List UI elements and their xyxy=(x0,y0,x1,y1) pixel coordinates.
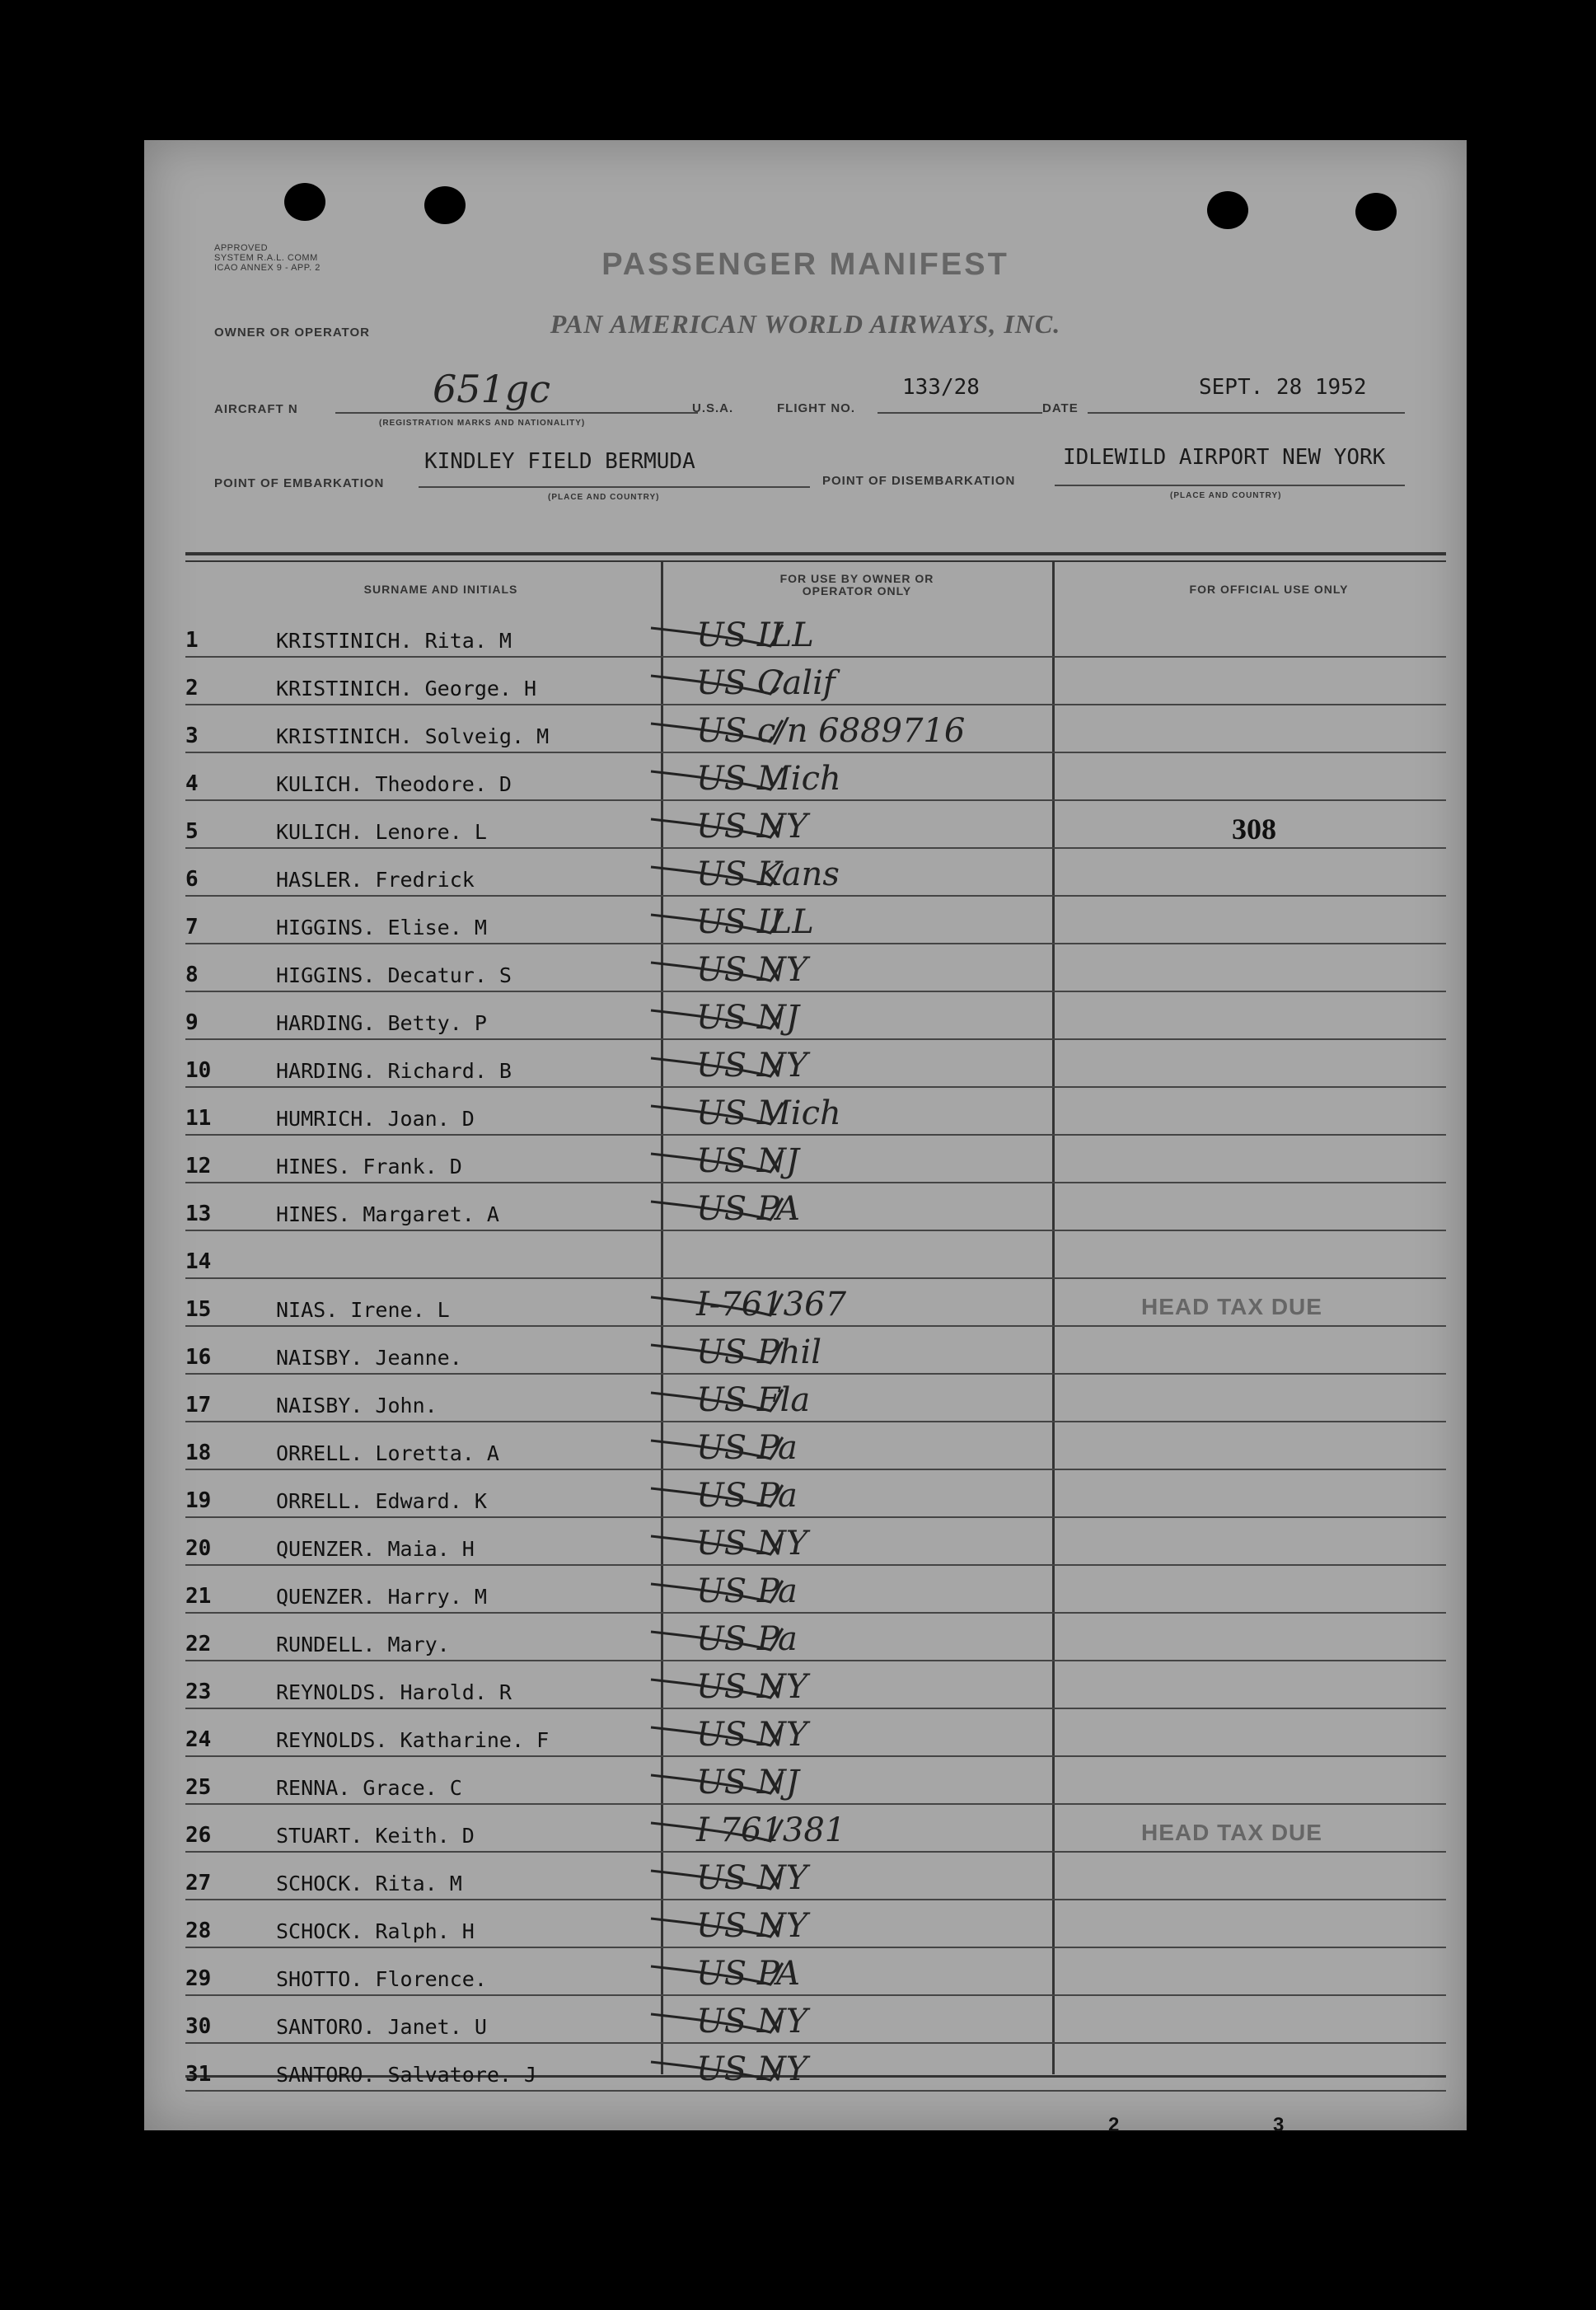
table-row xyxy=(185,1899,1446,1948)
owner-notation: US NJ xyxy=(696,1142,799,1180)
row-number: 10 xyxy=(185,1058,212,1083)
row-number: 30 xyxy=(185,2014,212,2039)
company-name: PAN AMERICAN WORLD AIRWAYS, INC. xyxy=(550,309,1061,339)
row-number: 29 xyxy=(185,1966,212,1991)
passenger-name: KULICH. Theodore. D xyxy=(276,772,512,796)
table-row xyxy=(185,895,1446,944)
table-row xyxy=(185,1947,1446,1996)
owner-notation: US Phil xyxy=(696,1333,822,1371)
passenger-name: HARDING. Betty. P xyxy=(276,1011,487,1035)
row-number: 14 xyxy=(185,1249,212,1274)
row-number: 1 xyxy=(185,628,199,653)
passenger-name: SANTORO. Janet. U xyxy=(276,2015,487,2039)
owner-notation: US Pa xyxy=(696,1477,798,1515)
embarkation-sublabel: (PLACE AND COUNTRY) xyxy=(548,493,660,502)
official-notation: HEAD TAX DUE xyxy=(1141,1294,1322,1319)
date-label: DATE xyxy=(1042,401,1079,415)
passenger-name: HIGGINS. Elise. M xyxy=(276,916,487,939)
passenger-name: ORRELL. Edward. K xyxy=(276,1489,487,1513)
table-row xyxy=(185,1182,1446,1231)
row-number: 15 xyxy=(185,1297,212,1322)
table-row xyxy=(185,2042,1446,2092)
table-top-rule xyxy=(185,560,1446,562)
row-number: 31 xyxy=(185,2062,212,2087)
owner-notation: US NY xyxy=(696,2050,808,2088)
punch-hole xyxy=(284,183,325,221)
row-number: 22 xyxy=(185,1632,212,1656)
table-row xyxy=(185,752,1446,801)
owner-notation: US NY xyxy=(696,1859,808,1897)
table-row xyxy=(185,1803,1446,1853)
owner-notation: US Pa xyxy=(696,1572,798,1610)
disembarkation-value: IDLEWILD AIRPORT NEW YORK xyxy=(1063,445,1386,470)
row-number: 25 xyxy=(185,1775,212,1800)
passenger-name: RENNA. Grace. C xyxy=(276,1776,462,1800)
passenger-name: QUENZER. Maia. H xyxy=(276,1537,475,1561)
owner-notation: US NY xyxy=(696,808,808,846)
owner-notation: US NY xyxy=(696,951,808,989)
row-number: 12 xyxy=(185,1154,212,1178)
owner-notation: US PA xyxy=(696,1955,800,1993)
passenger-name: NIAS. Irene. L xyxy=(276,1298,450,1322)
approval-line: SYSTEM R.A.L. COMM xyxy=(214,253,318,263)
row-number: 20 xyxy=(185,1536,212,1561)
aircraft-value: 651gc xyxy=(433,367,551,411)
column-header-official: FOR OFFICIAL USE ONLY xyxy=(1189,583,1349,596)
owner-notation: US c/n 6889716 xyxy=(696,712,966,750)
table-row xyxy=(185,1230,1446,1279)
aircraft-sublabel: (REGISTRATION MARKS AND NATIONALITY) xyxy=(379,419,586,428)
owner-notation: US NY xyxy=(696,1668,808,1706)
row-number: 7 xyxy=(185,915,199,939)
table-row xyxy=(185,943,1446,992)
table-row xyxy=(185,1038,1446,1088)
owner-notation: US Mich xyxy=(696,1094,841,1132)
punch-hole xyxy=(1207,191,1248,229)
official-notation: HEAD TAX DUE xyxy=(1141,1820,1322,1845)
table-row xyxy=(185,1421,1446,1470)
date-underline xyxy=(1088,412,1405,414)
row-number: 24 xyxy=(185,1727,212,1752)
table-top-rule xyxy=(185,552,1446,555)
punch-hole xyxy=(424,186,466,224)
table-row xyxy=(185,1516,1446,1566)
passenger-name: HINES. Margaret. A xyxy=(276,1202,499,1226)
row-number: 28 xyxy=(185,1919,212,1943)
aircraft-label: AIRCRAFT N xyxy=(214,402,298,416)
table-row xyxy=(185,1086,1446,1136)
table-row xyxy=(185,1755,1446,1805)
owner-notation: US NJ xyxy=(696,999,799,1037)
passenger-name: REYNOLDS. Katharine. F xyxy=(276,1728,550,1752)
row-number: 17 xyxy=(185,1393,212,1417)
owner-notation: US Pa xyxy=(696,1620,798,1658)
row-number: 26 xyxy=(185,1823,212,1848)
table-row xyxy=(185,656,1446,705)
row-number: 27 xyxy=(185,1871,212,1895)
approval-line: ICAO ANNEX 9 - APP. 2 xyxy=(214,263,321,273)
row-number: 9 xyxy=(185,1010,199,1035)
table-row xyxy=(185,1564,1446,1614)
table-row xyxy=(185,608,1446,658)
table-row xyxy=(185,1660,1446,1709)
owner-notation: US ILL xyxy=(696,616,814,654)
passenger-name: RUNDELL. Mary. xyxy=(276,1633,450,1656)
table-row xyxy=(185,704,1446,753)
row-number: 19 xyxy=(185,1488,212,1513)
table-row xyxy=(185,1851,1446,1900)
row-number: 23 xyxy=(185,1680,212,1704)
flight-underline xyxy=(878,412,1042,414)
owner-notation: US Calif xyxy=(696,664,835,702)
row-number: 2 xyxy=(185,676,199,700)
owner-notation: US NY xyxy=(696,1047,808,1085)
passenger-name: SCHOCK. Ralph. H xyxy=(276,1919,475,1943)
passenger-name: KRISTINICH. Solveig. M xyxy=(276,724,550,748)
owner-notation: US ILL xyxy=(696,903,814,941)
owner-notation: US NY xyxy=(696,1716,808,1754)
flight-number: 133/28 xyxy=(902,375,980,400)
row-number: 16 xyxy=(185,1345,212,1370)
passenger-name: HINES. Frank. D xyxy=(276,1155,462,1178)
table-row xyxy=(185,1708,1446,1757)
footer-left-number: 2 xyxy=(1108,2114,1120,2136)
passenger-name: SCHOCK. Rita. M xyxy=(276,1872,462,1895)
table-row xyxy=(185,991,1446,1040)
table-row xyxy=(185,1134,1446,1183)
passenger-name: HASLER. Fredrick xyxy=(276,868,475,892)
passenger-name: SANTORO. Salvatore. J xyxy=(276,2063,537,2087)
column-header-owner: FOR USE BY OWNER OR OPERATOR ONLY xyxy=(779,572,934,597)
table-row xyxy=(185,847,1446,897)
owner-notation: US Mich xyxy=(696,760,841,798)
disembarkation-underline xyxy=(1055,485,1405,486)
table-row xyxy=(185,1277,1446,1327)
disembarkation-sublabel: (PLACE AND COUNTRY) xyxy=(1170,491,1282,500)
disembarkation-label: POINT OF DISEMBARKATION xyxy=(822,474,1016,488)
manifest-sheet xyxy=(144,140,1467,2136)
owner-notation: I 761381 xyxy=(696,1811,846,1849)
owner-notation: US Kans xyxy=(696,855,840,893)
table-row xyxy=(185,1469,1446,1518)
passenger-name: HUMRICH. Joan. D xyxy=(276,1107,475,1131)
passenger-name: NAISBY. John. xyxy=(276,1394,438,1417)
flight-label: FLIGHT NO. xyxy=(777,401,855,415)
passenger-name: KRISTINICH. George. H xyxy=(276,677,537,700)
embarkation-value: KINDLEY FIELD BERMUDA xyxy=(424,449,695,474)
passenger-name: NAISBY. Jeanne. xyxy=(276,1346,462,1370)
passenger-name: STUART. Keith. D xyxy=(276,1824,475,1848)
table-row xyxy=(185,1325,1446,1375)
passenger-name: REYNOLDS. Harold. R xyxy=(276,1680,512,1704)
owner-label: OWNER OR OPERATOR xyxy=(214,326,370,340)
nationality: U.S.A. xyxy=(692,401,734,415)
row-number: 11 xyxy=(185,1106,212,1131)
owner-notation: US NY xyxy=(696,1907,808,1945)
punch-hole xyxy=(1355,193,1397,231)
page-title: PASSENGER MANIFEST xyxy=(601,247,1009,282)
owner-notation: US Fla xyxy=(696,1381,811,1419)
passenger-name: SHOTTO. Florence. xyxy=(276,1967,487,1991)
passenger-name: HIGGINS. Decatur. S xyxy=(276,963,512,987)
table-row xyxy=(185,1994,1446,2044)
stamp-number: 308 xyxy=(1232,813,1276,846)
table-row xyxy=(185,799,1446,849)
passenger-name: HARDING. Richard. B xyxy=(276,1059,512,1083)
owner-notation: US NJ xyxy=(696,1764,799,1802)
table-row xyxy=(185,1612,1446,1661)
row-number: 21 xyxy=(185,1584,212,1609)
approval-line: APPROVED xyxy=(214,243,269,253)
row-number: 18 xyxy=(185,1441,212,1465)
passenger-name: QUENZER. Harry. M xyxy=(276,1585,487,1609)
passenger-name: ORRELL. Loretta. A xyxy=(276,1441,499,1465)
owner-notation: US Pa xyxy=(696,1429,798,1467)
row-number: 13 xyxy=(185,1202,212,1226)
owner-notation: US PA xyxy=(696,1190,800,1228)
row-number: 6 xyxy=(185,867,199,892)
owner-notation: I-761367 xyxy=(696,1286,847,1324)
owner-notation: US NY xyxy=(696,2003,808,2041)
row-number: 3 xyxy=(185,724,199,748)
row-number: 4 xyxy=(185,771,199,796)
aircraft-underline xyxy=(335,412,698,414)
row-number: 5 xyxy=(185,819,199,844)
owner-notation: US NY xyxy=(696,1525,808,1563)
passenger-name: KRISTINICH. Rita. M xyxy=(276,629,512,653)
passenger-name: KULICH. Lenore. L xyxy=(276,820,487,844)
column-header-name: SURNAME AND INITIALS xyxy=(363,583,518,596)
table-row xyxy=(185,1373,1446,1422)
date-value: SEPT. 28 1952 xyxy=(1199,375,1367,400)
embarkation-underline xyxy=(419,486,810,488)
footer-right-number: 3 xyxy=(1273,2114,1285,2136)
row-number: 8 xyxy=(185,963,199,987)
embarkation-label: POINT OF EMBARKATION xyxy=(214,476,385,490)
